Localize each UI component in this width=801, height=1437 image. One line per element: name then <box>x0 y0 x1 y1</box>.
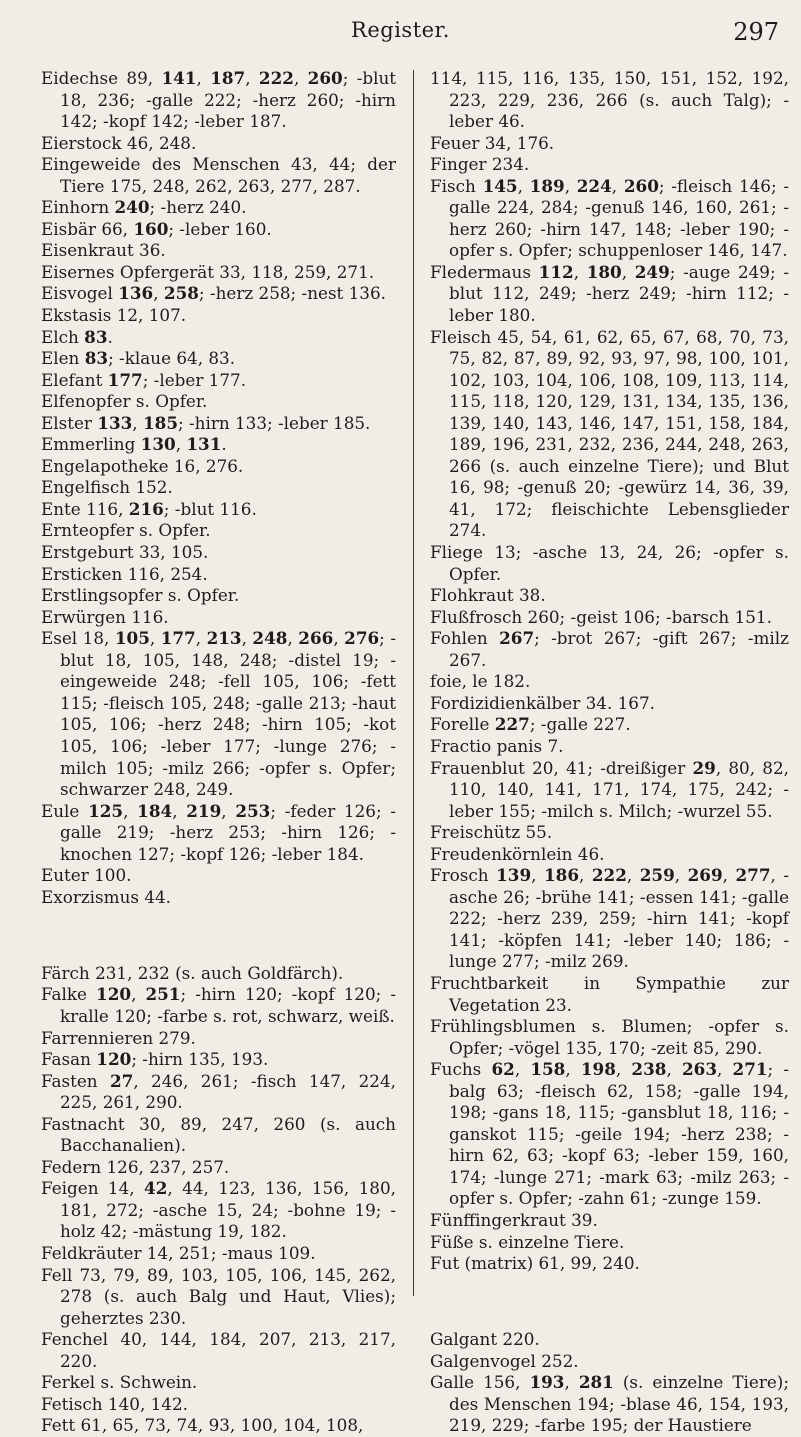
index-entry: Euter 100. <box>41 865 132 886</box>
index-entry: Eisvogel 136, 258; -herz 258; -nest 136. <box>41 283 386 304</box>
section-gap <box>430 1291 789 1312</box>
index-entry: Eisenkraut 36. <box>41 240 166 261</box>
index-entry: Flußfrosch 260; -geist 106; -barsch 151. <box>430 606 772 627</box>
index-entry: Eule 125, 184, 219, 253; -feder 126; -galle 219; -herz 253; -hirn 126; -knochen 127; -kopf 126; -leber 184. <box>41 800 396 864</box>
index-entry: Fastnacht 30, 89, 247, 260 (s. auch Bacchanalien). <box>41 1113 396 1156</box>
index-entry: Eisbär 66, 160; -leber 160. <box>41 218 272 239</box>
index-entry: Esel 18, 105, 177, 213, 248, 266, 276; -blut 18, 105, 148, 248; -distel 19; -eingeweide 248; -fell 105, 106; -fett 115; -fleisch 105, 248; -galle 213; -haut 105, 106; -herz 248; -hirn 105; -kot 105, 106; -leber 177; -lunge 276; -milch 105; -milz 266; -opfer s. Opfer; schwarzer 248, 249. <box>41 628 396 800</box>
index-entry: Ekstasis 12, 107. <box>41 305 187 326</box>
index-entry: Fetisch 140, 142. <box>41 1393 188 1414</box>
index-entry: Fasan 120; -hirn 135, 193. <box>41 1049 269 1070</box>
index-entry: Eingeweide des Menschen 43, 44; der Tiere 175, 248, 262, 263, 277, 287. <box>41 154 396 196</box>
section-gap <box>41 925 396 946</box>
index-entry: Frosch 139, 186, 222, 259, 269, 277, -asche 26; -brühe 141; -essen 141; -galle 222; -herz 239, 259; -hirn 141; -kopf 141; -köpfen 141; -leber 140; 186; -lunge 277; -milz 269. <box>430 865 790 972</box>
index-entry: Ente 116, 216; -blut 116. <box>41 498 257 519</box>
index-entry: Galgenvogel 252. <box>430 1350 579 1371</box>
index-entry: Fell 73, 79, 89, 103, 105, 106, 145, 262, 278 (s. auch Balg und Haut, Vlies); geherztes 230. <box>41 1264 396 1328</box>
index-entry: Färch 231, 232 (s. auch Goldfärch). <box>41 962 344 983</box>
index-entry: Ernteopfer s. Opfer. <box>41 520 211 541</box>
index-entry: Fohlen 267; -brot 267; -gift 267; -milz 267. <box>430 628 790 670</box>
index-entry: Fleisch 45, 54, 61, 62, 65, 67, 68, 70, 73, 75, 82, 87, 89, 92, 93, 97, 98, 100, 101, 102, 103, 104, 106, 108, 109, 113, 114, 115, 118, 120, 129, 131, 134, 135, 136, 139, 140, 143, 146, 147, 151, 158, 184, 189, 196, 231, 232, 236, 244, 248, 263, 266 (s. auch einzelne Tiere); und Blut 16, 98; -genuß 20; -gewürz 14, 36, 39, 41, 172; fleischichte Lebensglieder 274. <box>430 326 789 541</box>
index-entry: Fruchtbarkeit in Sympathie zur Vegetation 23. <box>430 972 789 1015</box>
index-entry: Finger 234. <box>430 154 530 175</box>
index-entry: Einhorn 240; -herz 240. <box>41 197 247 218</box>
index-entry: Ferkel s. Schwein. <box>41 1372 198 1393</box>
index-entry: Flohkraut 38. <box>430 585 546 606</box>
index-entry: Frühlingsblumen s. Blumen; -opfer s. Opfer; -vögel 135, 170; -zeit 85, 290. <box>430 1016 789 1058</box>
index-entry: Freischütz 55. <box>430 822 553 843</box>
index-entry: Fuchs 62, 158, 198, 238, 263, 271; -balg 63; -fleisch 62, 158; -galle 194, 198; -gans 18, 115; -gansblut 18, 116; -ganskot 115; -geile 194; -herz 238; -hirn 62, 63; -kopf 63; -leber 159, 160, 174; -lunge 271; -mark 63; -milz 263; -opfer s. Opfer; -zahn 61; -zunge 159. <box>430 1059 790 1209</box>
index-entry: Elefant 177; -leber 177. <box>41 369 247 390</box>
index-entry: Füße s. einzelne Tiere. <box>430 1231 625 1252</box>
index-entry: Falke 120, 251; -hirn 120; -kopf 120; -kralle 120; -farbe s. rot, schwarz, weiß. <box>41 984 397 1027</box>
index-entry: Erstlingsopfer s. Opfer. <box>41 585 240 606</box>
index-entry: 114, 115, 116, 135, 150, 151, 152, 192, 223, 229, 236, 266 (s. auch Talg); -leber 46. <box>430 68 789 132</box>
index-entry: Feldkräuter 14, 251; -maus 109. <box>41 1243 316 1264</box>
page-header <box>0 18 801 52</box>
index-entry: Exorzismus 44. <box>41 886 172 907</box>
index-entry: Fliege 13; -asche 13, 24, 26; -opfer s. Opfer. <box>430 542 789 584</box>
index-entry: Elch 83. <box>41 326 113 347</box>
index-entry: foie, le 182. <box>430 671 531 692</box>
index-entry: Engelapotheke 16, 276. <box>41 455 244 476</box>
index-entry: Elfenopfer s. Opfer. <box>41 391 208 412</box>
index-entry: Fractio panis 7. <box>430 735 564 756</box>
index-entry: Ersticken 116, 254. <box>41 563 208 584</box>
index-entry: Galle 156, 193, 281 (s. einzelne Tiere); des Menschen 194; -blase 46, 154, 193, 219, 229; -farbe 195; der Haustiere <box>430 1372 789 1436</box>
index-entry: Fordizidienkälber 34. 167. <box>430 692 655 713</box>
running-title: Register. <box>351 18 450 42</box>
index-entry: Federn 126, 237, 257. <box>41 1156 230 1177</box>
page-number: 297 <box>733 18 779 46</box>
index-entry: Feigen 14, 42, 44, 123, 136, 156, 180, 181, 272; -asche 15, 24; -bohne 19; -holz 42; -mästung 19, 182. <box>41 1178 396 1242</box>
index-column-right <box>430 68 789 1437</box>
index-entry: Fenchel 40, 144, 184, 207, 213, 217, 220. <box>41 1329 396 1371</box>
index-entry: Fisch 145, 189, 224, 260; -fleisch 146; -galle 224, 284; -genuß 146, 160, 261; -herz 260; -hirn 147, 148; -leber 190; -opfer s. Opfer; schuppenloser 146, 147. <box>430 175 790 261</box>
index-entry: Feuer 34, 176. <box>430 132 555 153</box>
index-entry: Erwürgen 116. <box>41 606 169 627</box>
index-entry: Fut (matrix) 61, 99, 240. <box>430 1253 640 1274</box>
index-entry: Frauenblut 20, 41; -dreißiger 29, 80, 82, 110, 140, 141, 171, 174, 175, 242; -leber 155; -milch s. Milch; -wurzel 55. <box>430 757 789 821</box>
index-entry: Farrennieren 279. <box>41 1027 196 1048</box>
index-entry: Eierstock 46, 248. <box>41 132 197 153</box>
index-entry: Eidechse 89, 141, 187, 222, 260; -blut 18, 236; -galle 222; -herz 260; -hirn 142; -kopf 142; -leber 187. <box>41 68 397 132</box>
index-entry: Erstgeburt 33, 105. <box>41 542 209 563</box>
index-entry: Emmerling 130, 131. <box>41 434 227 455</box>
index-column-left <box>41 68 396 1437</box>
index-entry: Eisernes Opfergerät 33, 118, 259, 271. <box>41 261 375 282</box>
column-divider <box>413 70 414 1296</box>
index-entry: Freudenkörnlein 46. <box>430 843 605 864</box>
index-entry: Elen 83; -klaue 64, 83. <box>41 348 236 369</box>
index-entry: Galgant 220. <box>430 1329 540 1350</box>
index-entry: Fasten 27, 246, 261; -fisch 147, 224, 225, 261, 290. <box>41 1070 396 1113</box>
index-entry: Fett 61, 65, 73, 74, 93, 100, 104, 108, <box>41 1415 364 1436</box>
index-entry: Fledermaus 112, 180, 249; -auge 249; -blut 112, 249; -herz 249; -hirn 112; -leber 180. <box>430 261 789 326</box>
index-entry: Fünffingerkraut 39. <box>430 1209 598 1230</box>
index-entry: Elster 133, 185; -hirn 133; -leber 185. <box>41 412 371 433</box>
index-entry: Forelle 227; -galle 227. <box>430 714 631 735</box>
index-entry: Engelfisch 152. <box>41 477 173 498</box>
